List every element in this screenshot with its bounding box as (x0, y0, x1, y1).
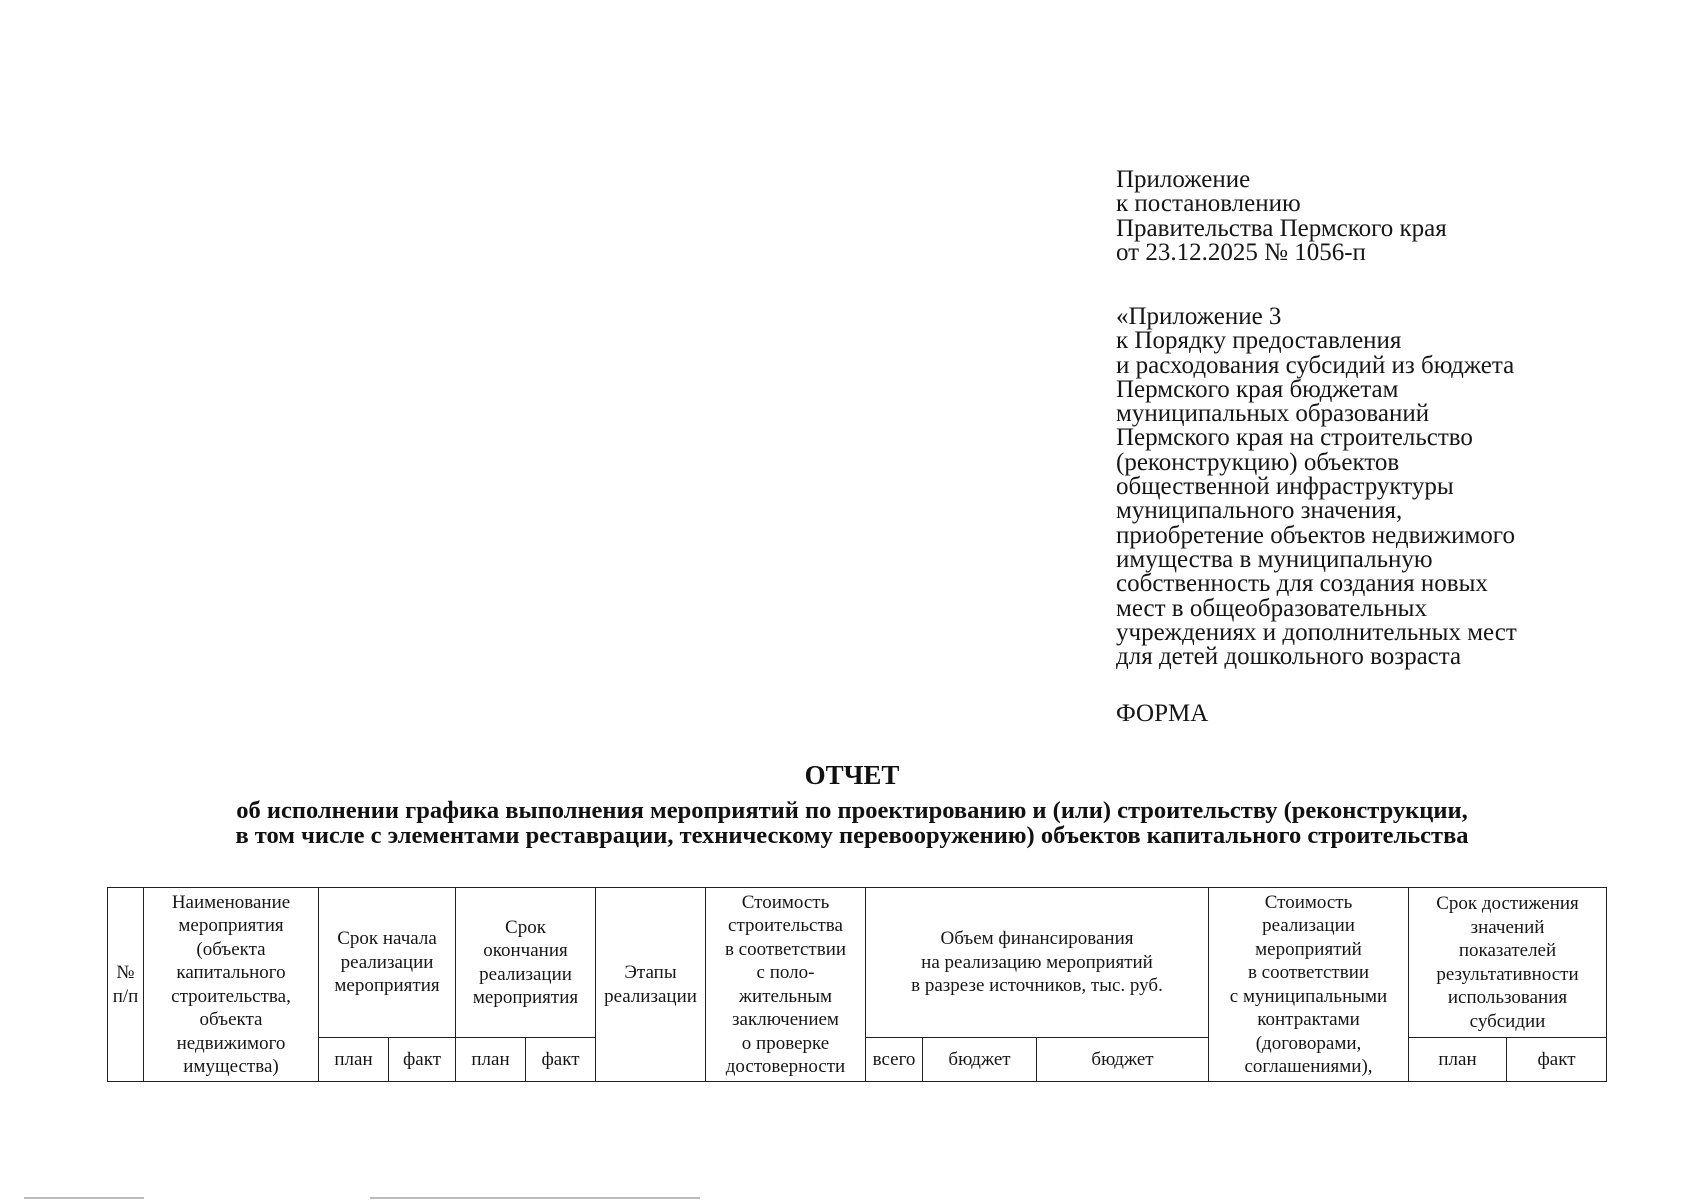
subheader-start-plan: план (319, 1038, 389, 1082)
subheader-end-plan: план (456, 1038, 526, 1082)
order-appendix-line: учреждениях и дополнительных мест (1116, 618, 1517, 646)
header-num: № п/п (108, 888, 144, 1082)
header-construction-cost: Стоимость строительства в соответствии с поло- жительным заключением о проверке достоверности (706, 888, 866, 1082)
report-subtitle-line: в том числе с элементами реставрации, техническому перевооружению) объектов капитального строительства (235, 822, 1469, 849)
report-table (107, 887, 1607, 1082)
order-appendix-line: общественной инфраструктуры (1116, 473, 1454, 501)
order-appendix-line: муниципальных образований (1116, 400, 1430, 428)
subheader-budget-1: бюджет (923, 1038, 1037, 1082)
appendix-line: от 23.12.2025 № 1056-п (1116, 238, 1366, 266)
scan-artifact (24, 1197, 144, 1199)
header-name: Наименование мероприятия (объекта капитального строительства, объекта недвижимого имущества) (144, 888, 319, 1082)
order-appendix-line: «Приложение 3 (1116, 303, 1282, 330)
order-appendix-line: приобретение объектов недвижимого (1116, 521, 1515, 549)
subheader-budget-2: бюджет (1037, 1038, 1209, 1082)
header-stages: Этапы реализации (596, 888, 706, 1082)
order-appendix-line: Пермского края на строительство (1116, 424, 1473, 452)
appendix-line: Правительства Пермского края (1116, 214, 1447, 242)
report-subtitle-line: об исполнении графика выполнения мероприятий по проектированию и (или) строительству (реконструкции, (236, 797, 1468, 824)
order-appendix-line: имущества в муниципальную (1116, 545, 1433, 573)
header-end-date: Срок окончания реализации мероприятия (456, 888, 596, 1038)
subheader-deadline-plan: план (1409, 1038, 1507, 1082)
appendix-line: Приложение (1116, 166, 1251, 193)
order-appendix-line: Пермского края бюджетам (1116, 375, 1399, 403)
order-appendix-header (1116, 305, 1616, 669)
header-deadline: Срок достижения значений показателей результативности использования субсидии (1409, 888, 1607, 1038)
order-appendix-line: мест в общеобразовательных (1116, 594, 1427, 622)
order-appendix-line: для детей дошкольного возраста (1116, 643, 1462, 671)
appendix-header (1116, 168, 1616, 265)
report-title: ОТЧЕТ (804, 760, 900, 790)
subheader-start-fact: факт (389, 1038, 456, 1082)
order-appendix-line: муниципального значения, (1116, 497, 1403, 525)
header-start-date: Срок начала реализации мероприятия (319, 888, 456, 1038)
order-appendix-line: к Порядку предоставления (1116, 327, 1402, 355)
appendix-line: к постановлению (1116, 190, 1301, 218)
scan-artifact (370, 1197, 700, 1199)
order-appendix-line: собственность для создания новых (1116, 570, 1488, 598)
order-appendix-line: (реконструкцию) объектов (1116, 448, 1400, 476)
header-contract-cost: Стоимость реализации мероприятий в соответствии с муниципальными контрактами (договорами, соглашениями), (1209, 888, 1409, 1082)
order-appendix-line: и расходования субсидий из бюджета (1116, 351, 1515, 379)
form-label: ФОРМА (1116, 700, 1209, 727)
report-subtitle (0, 798, 1704, 848)
subheader-end-fact: факт (526, 1038, 596, 1082)
subheader-total: всего (866, 1038, 923, 1082)
subheader-deadline-fact: факт (1507, 1038, 1607, 1082)
header-financing: Объем финансирования на реализацию мероприятий в разрезе источников, тыс. руб. (866, 888, 1209, 1038)
